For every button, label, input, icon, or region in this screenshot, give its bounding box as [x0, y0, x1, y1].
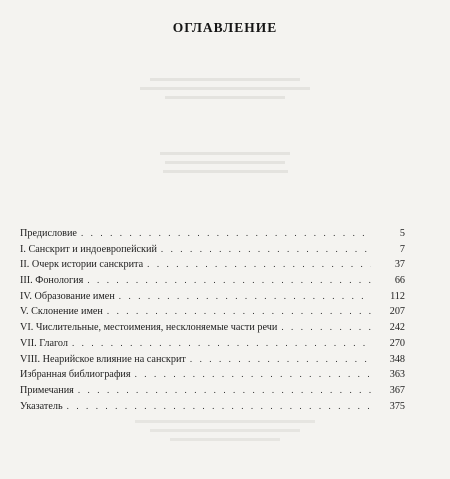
toc-entry-title: VIII. Неарийское влияние на санскрит: [20, 352, 190, 368]
dot-leader: [190, 352, 371, 368]
toc-entry-title: III. Фонология: [20, 273, 87, 289]
toc-entry-title: Указатель: [20, 399, 67, 415]
toc-entry-page: 375: [371, 399, 405, 415]
toc-entry[interactable]: [20, 304, 405, 320]
dot-leader: [78, 383, 371, 399]
dot-leader: [67, 399, 371, 415]
toc-entry-page: 37: [371, 257, 405, 273]
toc-entry-page: 112: [371, 289, 405, 305]
toc-entry-page: 270: [371, 336, 405, 352]
toc-entry[interactable]: [20, 226, 405, 242]
toc-entry[interactable]: [20, 352, 405, 368]
dot-leader: [87, 273, 371, 289]
toc-entry[interactable]: [20, 242, 405, 258]
toc-entry[interactable]: [20, 273, 405, 289]
bleed-through-block-3: [0, 420, 450, 441]
toc-entry-page: 207: [371, 304, 405, 320]
bleed-through-block-2: [0, 152, 450, 173]
toc-entry[interactable]: [20, 383, 405, 399]
toc-entry-page: 66: [371, 273, 405, 289]
toc-entry-title: IV. Образование имен: [20, 289, 119, 305]
dot-leader: [147, 257, 371, 273]
toc-entry[interactable]: [20, 320, 405, 336]
toc-entry[interactable]: [20, 336, 405, 352]
toc-entry-title: Избранная библиография: [20, 367, 135, 383]
toc-entry[interactable]: [20, 257, 405, 273]
toc-entry-title: Примечания: [20, 383, 78, 399]
toc-entry-title: V. Склонение имен: [20, 304, 107, 320]
toc-entry[interactable]: [20, 289, 405, 305]
toc-entry-title: VII. Глагол: [20, 336, 72, 352]
page-title: ОГЛАВЛЕНИЕ: [172, 20, 278, 35]
dot-leader: [81, 226, 371, 242]
dot-leader: [161, 242, 371, 258]
toc-entry[interactable]: [20, 399, 405, 415]
toc-entry-title: VI. Числительные, местоимения, несклоняемые части речи: [20, 320, 281, 336]
toc-entry-page: 5: [371, 226, 405, 242]
toc-entry-page: 367: [371, 383, 405, 399]
toc-entry-title: I. Санскрит и индоевропейский: [20, 242, 161, 258]
dot-leader: [281, 320, 371, 336]
dot-leader: [135, 367, 371, 383]
dot-leader: [119, 289, 371, 305]
toc-entry-page: 348: [371, 352, 405, 368]
dot-leader: [72, 336, 371, 352]
toc-entry-title: Предисловие: [20, 226, 81, 242]
toc-entry[interactable]: [20, 367, 405, 383]
bleed-through-block-1: [0, 78, 450, 99]
toc-entry-page: 7: [371, 242, 405, 258]
toc-entry-page: 363: [371, 367, 405, 383]
toc-entry-title: II. Очерк истории санскрита: [20, 257, 147, 273]
dot-leader: [107, 304, 371, 320]
toc-entry-page: 242: [371, 320, 405, 336]
table-of-contents: [20, 226, 405, 414]
